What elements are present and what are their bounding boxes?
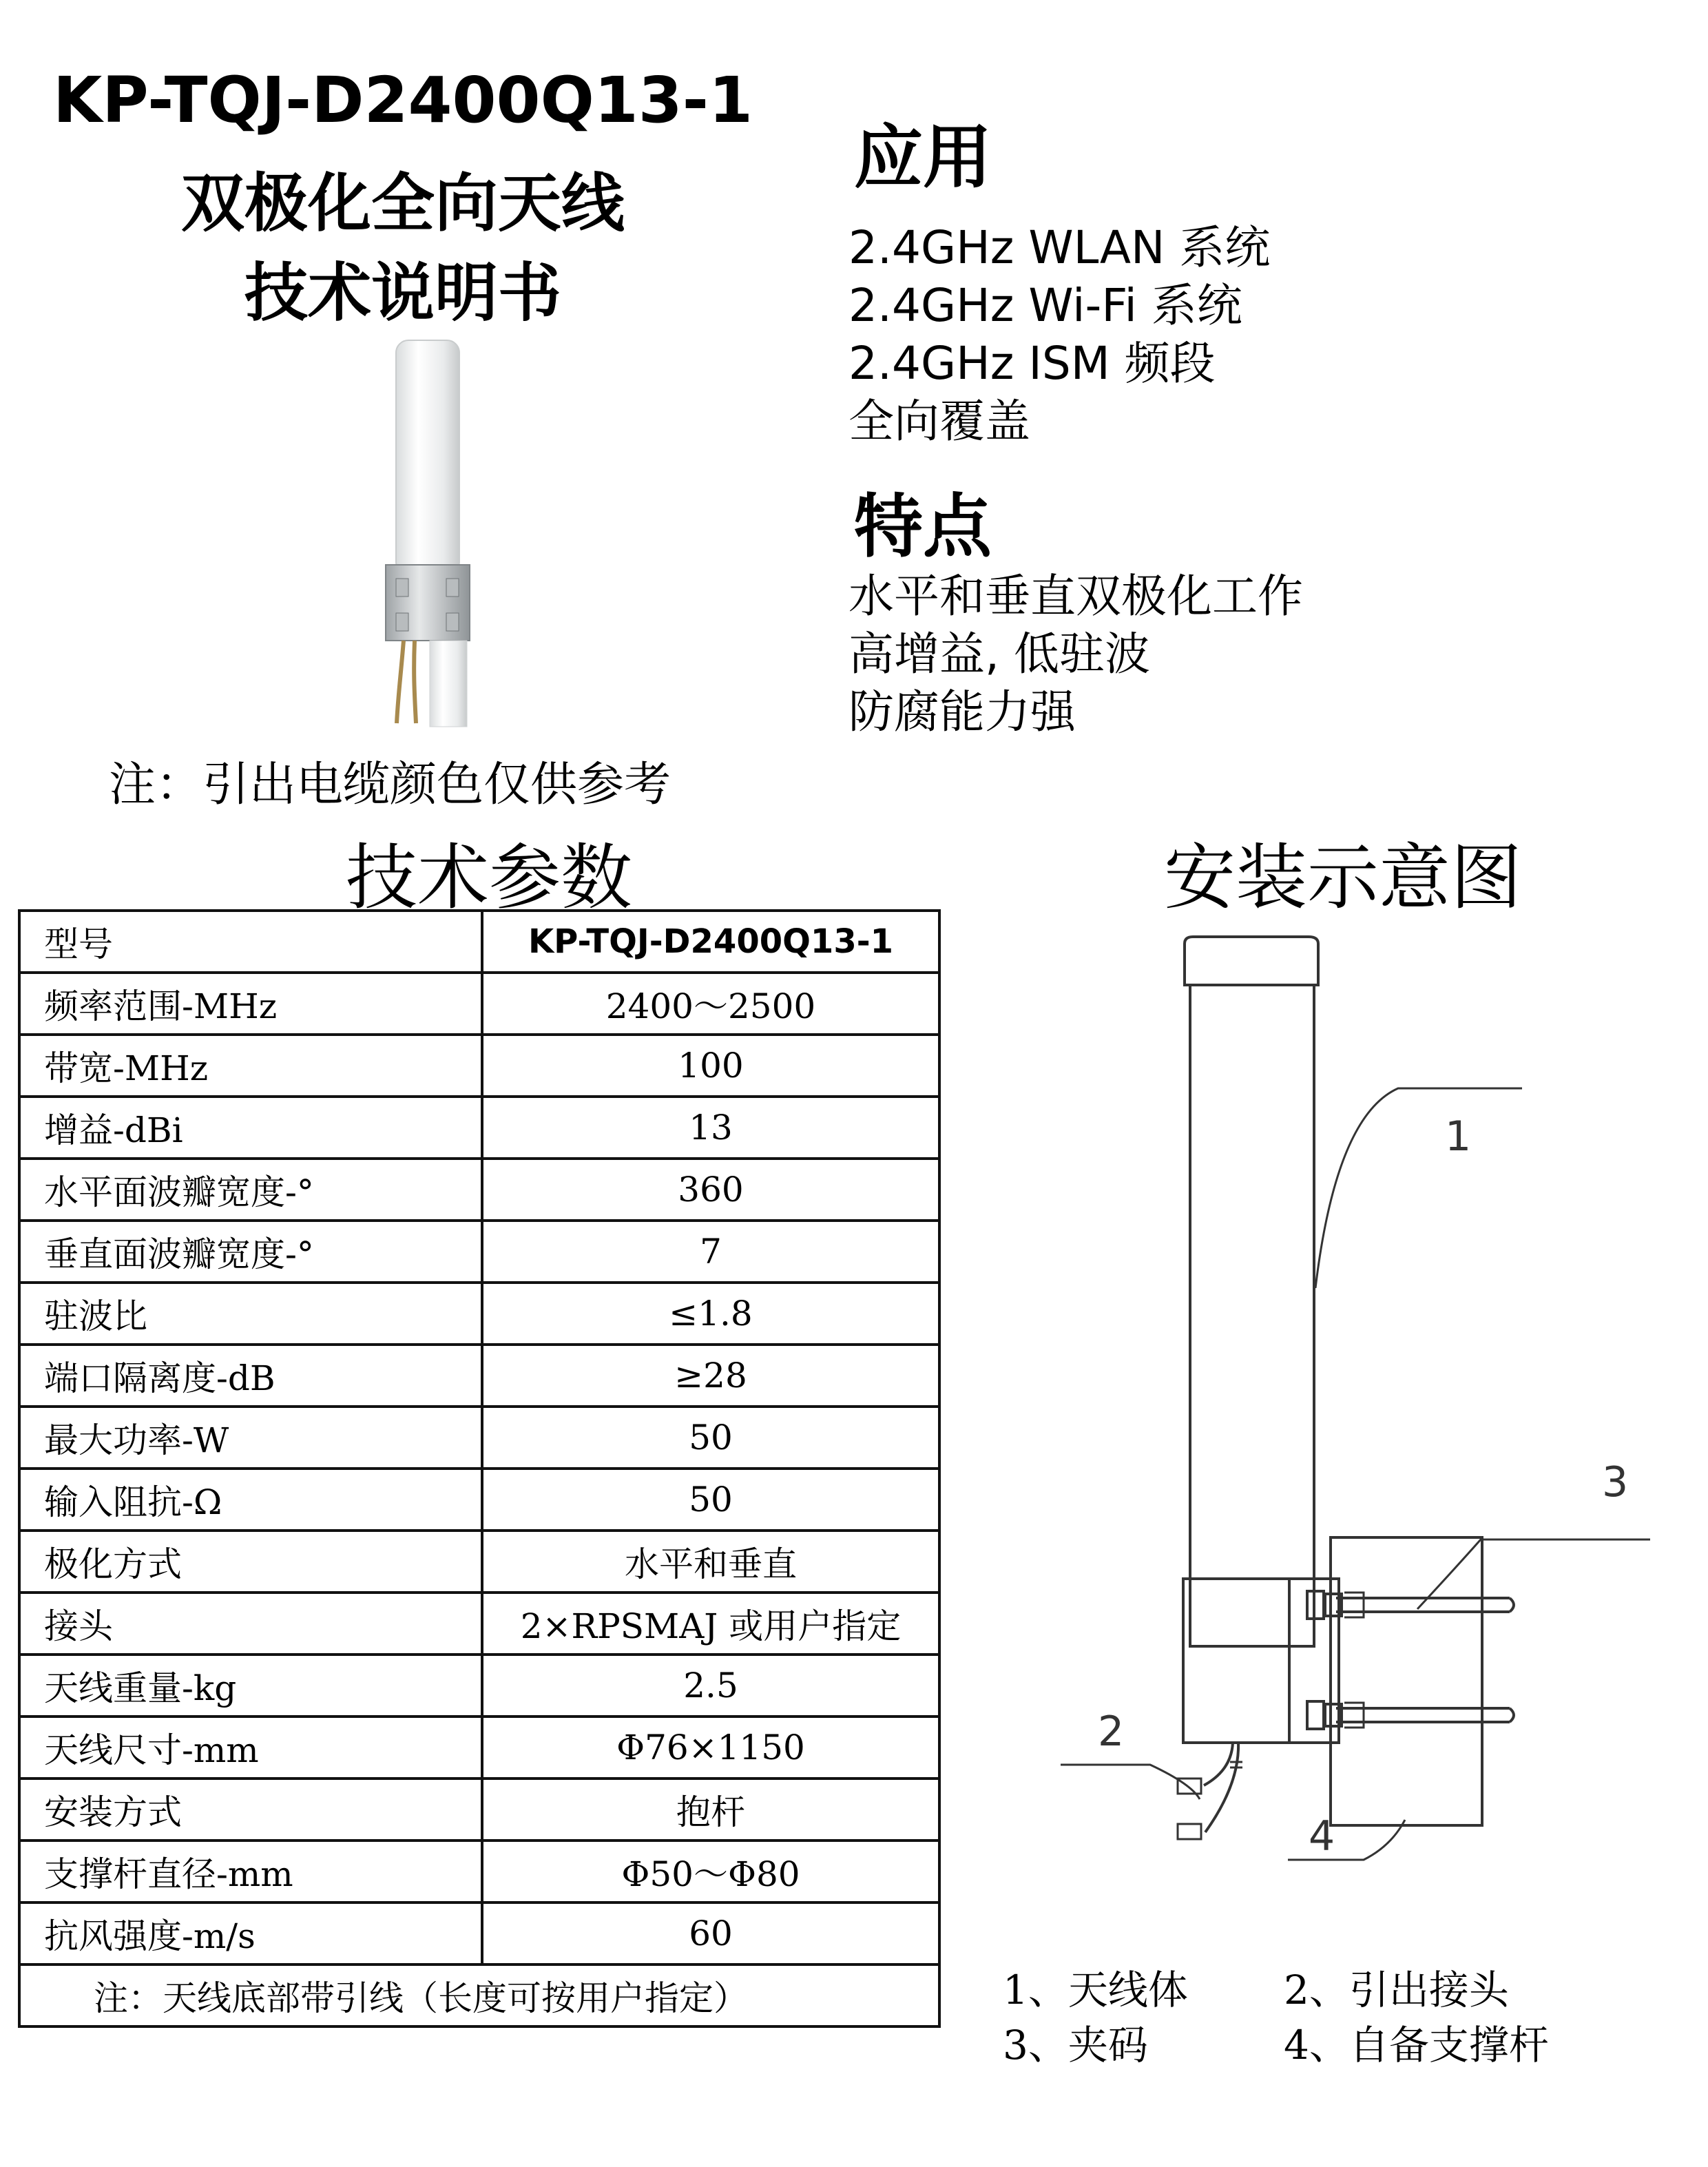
table-row [19,1283,939,1345]
cable-lead [1204,1743,1238,1832]
spec-value: 2400～2500 [482,973,939,1035]
spec-label: 天线重量-kg [19,1655,482,1717]
feature-item: 防腐能力强 [848,685,1076,738]
spec-label: 垂直面波瓣宽度-° [19,1221,482,1283]
spec-label: 带宽-MHz [19,1035,482,1097]
installation-diagram [1033,916,1680,1894]
table-row [19,1593,939,1655]
application-item: 2.4GHz Wi-Fi 系统 [848,279,1242,332]
table-row [19,973,939,1035]
table-row [19,1531,939,1593]
spec-value: KP-TQJ-D2400Q13-1 [482,911,939,973]
product-model-title: KP-TQJ-D2400Q13-1 [53,63,753,137]
connector [1178,1824,1201,1839]
spec-label: 频率范围-MHz [19,973,482,1035]
application-item: 全向覆盖 [848,395,1030,448]
spec-value: Φ76×1150 [482,1717,939,1779]
cable-color-note: 注：引出电缆颜色仅供参考 [109,758,671,812]
spec-label: 安装方式 [19,1779,482,1841]
spec-value: 7 [482,1221,939,1283]
legend-item: 4、自备支撑杆 [1284,2022,1549,2068]
table-row [19,1779,939,1841]
document-subtitle: 技术说明书 [244,256,561,330]
spec-table [18,909,941,2028]
spec-value: ≥28 [482,1345,939,1407]
antenna-body [1190,985,1314,1646]
table-row [19,1159,939,1221]
table-row [19,1345,939,1407]
spec-label: 驻波比 [19,1283,482,1345]
features-heading: 特点 [854,486,992,567]
spec-value: 抱杆 [482,1779,939,1841]
spec-value: 50 [482,1407,939,1469]
spec-label: 端口隔离度-dB [19,1345,482,1407]
table-row [19,1717,939,1779]
spec-label: 接头 [19,1593,482,1655]
spec-value: 2×RPSMAJ 或用户指定 [482,1593,939,1655]
spec-label: 支撑杆直径-mm [19,1841,482,1902]
product-name-title: 双极化全向天线 [180,167,625,240]
table-row [19,1221,939,1283]
spec-value: 100 [482,1035,939,1097]
spec-value: 水平和垂直 [482,1531,939,1593]
legend-item: 2、引出接头 [1284,1967,1509,2013]
spec-value: 60 [482,1902,939,1964]
callout-2: 2 [1098,1708,1125,1756]
table-row [19,1097,939,1159]
spec-label: 极化方式 [19,1531,482,1593]
mount-bracket [1183,1579,1339,1743]
spec-value: ≤1.8 [482,1283,939,1345]
spec-heading: 技术参数 [345,836,632,920]
table-row [19,1407,939,1469]
support-pole [1331,1537,1482,1825]
table-footnote: 注：天线底部带引线（长度可按用户指定） [19,1964,939,2026]
spec-label: 最大功率-W [19,1407,482,1469]
legend-item: 1、天线体 [1003,1967,1188,2013]
spec-label: 增益-dBi [19,1097,482,1159]
feature-item: 高增益, 低驻波 [848,628,1150,681]
table-row [19,1035,939,1097]
leader-line-1 [1315,1088,1522,1288]
antenna-photo [358,331,496,730]
table-row [19,1469,939,1531]
spec-value: Φ50～Φ80 [482,1841,939,1902]
table-row [19,911,939,973]
table-row [19,1841,939,1902]
table-row [19,1655,939,1717]
callout-1: 1 [1445,1112,1472,1161]
callout-4: 4 [1309,1812,1335,1860]
antenna-cap [1185,937,1318,985]
application-heading: 应用 [854,117,992,198]
legend-item: 3、夹码 [1003,2022,1148,2068]
spec-label: 水平面波瓣宽度-° [19,1159,482,1221]
spec-label: 型号 [19,911,482,973]
application-item: 2.4GHz ISM 频段 [848,337,1216,390]
table-row [19,1902,939,1964]
feature-item: 水平和垂直双极化工作 [848,570,1303,623]
callout-3: 3 [1602,1458,1629,1506]
spec-label: 输入阻抗-Ω [19,1469,482,1531]
spec-value: 50 [482,1469,939,1531]
spec-value: 2.5 [482,1655,939,1717]
spec-label: 天线尺寸-mm [19,1717,482,1779]
spec-value: 13 [482,1097,939,1159]
table-footnote-row [19,1964,939,2026]
spec-label: 抗风强度-m/s [19,1902,482,1964]
spec-value: 360 [482,1159,939,1221]
application-item: 2.4GHz WLAN 系统 [848,221,1271,274]
install-heading: 安装示意图 [1163,836,1522,920]
